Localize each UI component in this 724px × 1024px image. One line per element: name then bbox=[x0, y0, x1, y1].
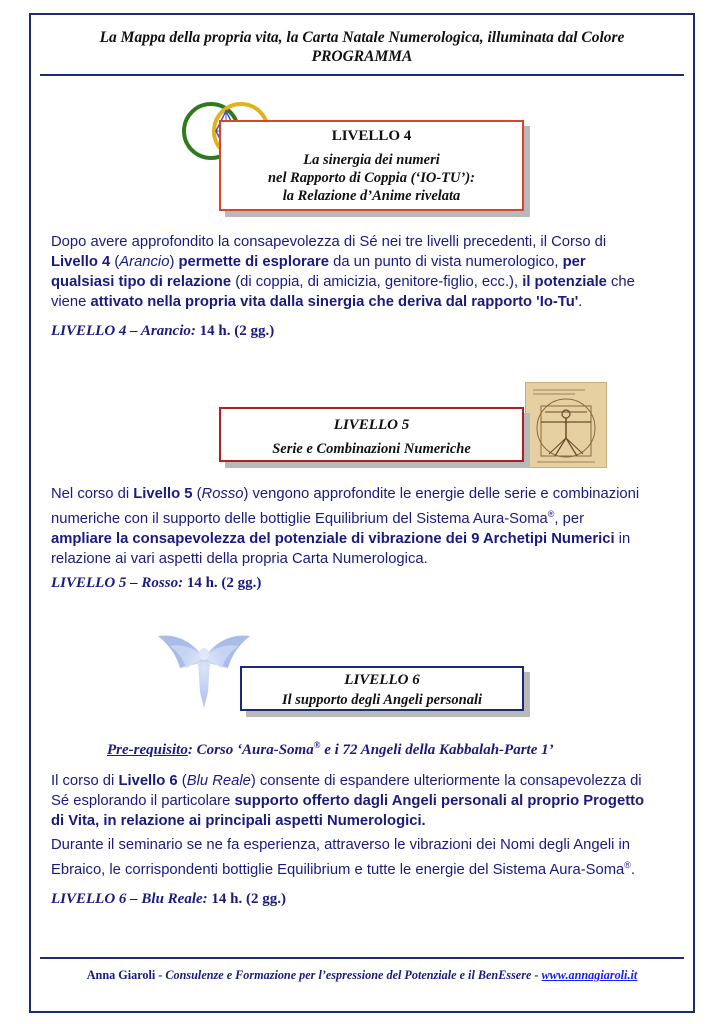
footer-website-link[interactable]: www.annagiaroli.it bbox=[541, 968, 638, 982]
level5-text: Rosso bbox=[201, 486, 244, 502]
level5-text: Nel corso di bbox=[51, 486, 134, 502]
registered-mark: ® bbox=[547, 509, 555, 519]
footer-author: Anna Giaroli bbox=[86, 968, 156, 982]
level4-duration-value: 14 h. (2 gg.) bbox=[195, 323, 275, 339]
level6-text: ) consente di espandere ulteriormente la consapevolezza di bbox=[250, 773, 642, 789]
level6-text: Ebraico, le corrispondenti bottiglie Equilibrium e tutte le energie del Sistema Aura-Soma bbox=[51, 861, 625, 878]
level6-text: Sé esplorando il particolare bbox=[51, 793, 235, 809]
level5-text: numeriche con il supporto delle bottiglie Equilibrium del Sistema Aura-Soma bbox=[51, 510, 548, 527]
level6-text: di Vita, in relazione ai principali aspetti Numerologici. bbox=[51, 813, 426, 829]
level5-duration-label: LIVELLO 5 – Rosso: bbox=[51, 575, 184, 591]
level6-text: Blu Reale bbox=[186, 773, 251, 789]
level4-text: per bbox=[562, 254, 586, 270]
level5-subtitle: Serie e Combinazioni Numeriche bbox=[272, 441, 471, 457]
level4-text: . bbox=[578, 294, 583, 310]
level4-text: (di coppia, di amicizia, genitore-figlio, ecc.), bbox=[231, 274, 523, 290]
level6-text: Il corso di bbox=[51, 773, 119, 789]
registered-mark: ® bbox=[624, 860, 631, 870]
level6-text: Durante il seminario se ne fa esperienza, attraverso le vibrazioni dei Nomi degli Angeli in bbox=[51, 837, 631, 853]
footer-separator: - bbox=[531, 968, 542, 982]
level5-duration bbox=[51, 575, 261, 592]
level4-title: LIVELLO 4 bbox=[331, 128, 412, 144]
level4-text: Dopo avere approfondito la consapevolezza di Sé nei tre livelli precedenti, il Corso di bbox=[51, 234, 607, 250]
prereq-label: Pre-requisito bbox=[107, 742, 188, 758]
prereq-text: : Corso ‘Aura-Soma bbox=[187, 742, 314, 758]
level6-text: Livello 6 bbox=[118, 773, 178, 789]
level4-text: Arancio bbox=[119, 254, 170, 270]
level6-description bbox=[51, 771, 673, 880]
header-rule bbox=[40, 74, 684, 76]
level5-duration-value: 14 h. (2 gg.) bbox=[183, 575, 262, 591]
level4-text: permette di esplorare bbox=[178, 254, 329, 270]
level4-subtitle-3: la Relazione d’Anime rivelata bbox=[282, 188, 461, 204]
header-title: La Mappa della propria vita, la Carta Natale Numerologica, illuminata dal Colore bbox=[99, 29, 625, 46]
level4-text: ) bbox=[169, 254, 179, 270]
level4-text: qualsiasi tipo di relazione bbox=[51, 274, 232, 290]
level5-text: in bbox=[614, 530, 631, 547]
header-subtitle: PROGRAMMA bbox=[311, 48, 413, 65]
level4-duration-label: LIVELLO 4 – Arancio: bbox=[51, 323, 196, 339]
level4-title-box bbox=[219, 120, 524, 211]
level5-description bbox=[51, 484, 673, 569]
level5-text: relazione ai vari aspetti della propria Carta Numerologica. bbox=[51, 550, 428, 567]
level6-duration bbox=[51, 891, 286, 908]
prereq-text: e i 72 Angeli della Kabbalah-Parte 1’ bbox=[320, 742, 554, 758]
level4-text: viene bbox=[51, 294, 91, 310]
level4-subtitle-2: nel Rapporto di Coppia (‘IO-TU’): bbox=[267, 170, 475, 186]
level5-text: Livello 5 bbox=[133, 486, 193, 502]
level6-subtitle: Il supporto degli Angeli personali bbox=[281, 692, 483, 708]
level4-text: Livello 4 bbox=[51, 254, 111, 270]
level5-title: LIVELLO 5 bbox=[333, 417, 410, 433]
level6-text: supporto offerto dagli Angeli personali al proprio Progetto bbox=[234, 793, 645, 809]
level6-title-box bbox=[240, 666, 524, 711]
level4-text: che bbox=[606, 274, 635, 290]
level5-text: ( bbox=[192, 486, 202, 502]
level4-text: da un punto di vista numerologico, bbox=[328, 254, 563, 270]
level4-text: il potenziale bbox=[522, 274, 607, 290]
page-footer bbox=[29, 968, 695, 983]
level4-text: ( bbox=[110, 254, 120, 270]
vitruvian-man-image bbox=[525, 382, 607, 468]
level4-duration bbox=[51, 323, 274, 340]
page-header bbox=[29, 28, 695, 66]
level5-text: ) vengono approfondite le energie delle serie e combinazioni bbox=[243, 486, 640, 502]
registered-mark: ® bbox=[313, 740, 321, 750]
level6-text: . bbox=[630, 861, 636, 878]
footer-tagline: Consulenze e Formazione per l’espressione del Potenziale e il BenEssere bbox=[165, 968, 532, 982]
level6-duration-value: 14 h. (2 gg.) bbox=[207, 891, 287, 907]
level5-text: ampliare la consapevolezza del potenziale di vibrazione dei 9 Archetipi Numerici bbox=[51, 530, 615, 547]
level4-description bbox=[51, 232, 673, 312]
footer-rule bbox=[40, 957, 684, 959]
level5-text: , per bbox=[554, 510, 585, 527]
level6-text: ( bbox=[177, 773, 187, 789]
level6-title: LIVELLO 6 bbox=[344, 672, 420, 688]
level6-prerequisite bbox=[107, 740, 554, 759]
footer-separator: - bbox=[155, 968, 166, 982]
level5-title-box bbox=[219, 407, 524, 462]
level6-duration-label: LIVELLO 6 – Blu Reale: bbox=[51, 891, 208, 907]
level4-subtitle-1: La sinergia dei numeri bbox=[303, 152, 440, 168]
level4-text: attivato nella propria vita dalla sinergia che deriva dal rapporto 'Io-Tu' bbox=[90, 294, 579, 310]
